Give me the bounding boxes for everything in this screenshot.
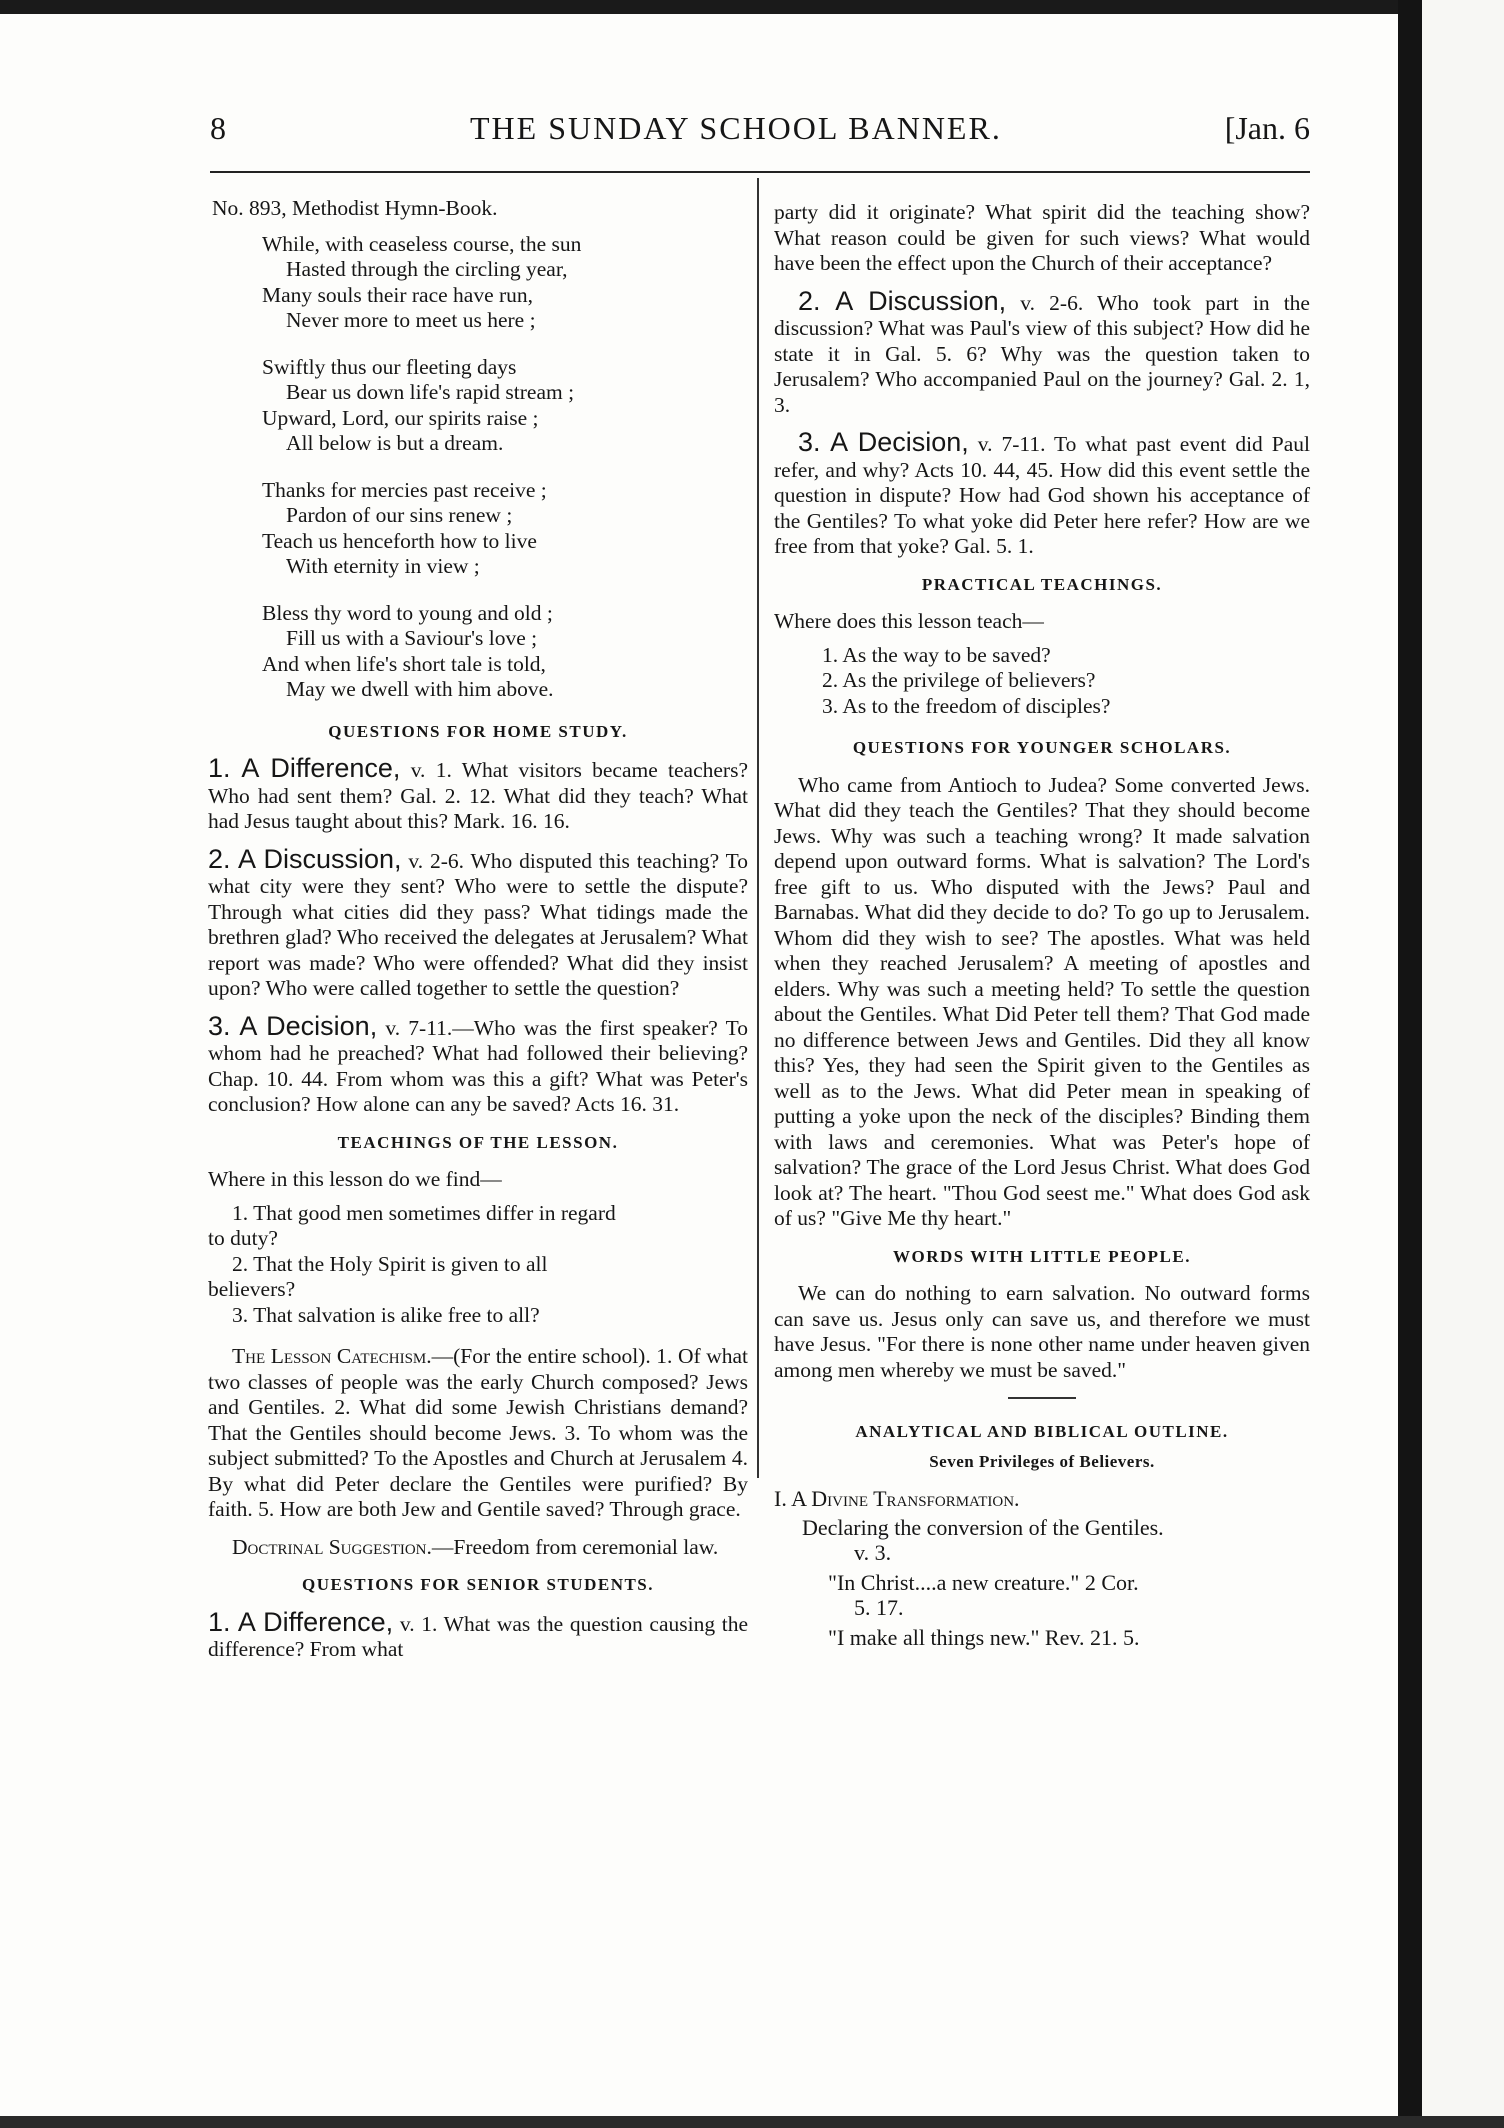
- home-study-q3: [208, 1010, 748, 1118]
- right-column: [774, 200, 1310, 1650]
- younger-scholars-text: Who came from Antioch to Judea? Some converted Jews. What did they teach the Gentiles? That they should become Jews. Why was such a teaching wrong? It made salvation depend upon outward forms. What is salvation? The Lord's free gift to us. Who disputed with the Jews? Paul and Barnabas. What did they decide to do? To go up to Jerusalem. Whom did they wish to see? The apostles. What was held when they reached Jerusalem? A meeting of apostles and elders. Why was such a meeting held? To settle the question about the Gentiles. What Did Peter tell them? That God made no difference between Jews and Gentiles. Did they all know this? Yes, they had seen the Spirit given to the Gentiles as well as to the Jews. What did Peter mean in speaking of putting a yoke upon the neck of the disciples? Binding them with laws and ceremonies. What was Peter's hope of salvation? The grace of the Lord Jesus Christ. What does God look at? The heart. "Thou God seest me." What does God ask of us? "Give Me thy heart.": [774, 772, 1310, 1230]
- page-header: [210, 110, 1310, 154]
- question-title: 1. A Difference,: [208, 1606, 394, 1637]
- hymn-line: Pardon of our sins renew ;: [286, 503, 513, 527]
- hymn-reference: No. 893, Methodist Hymn-Book.: [212, 196, 498, 220]
- list-item: 3. As to the freedom of disciples?: [822, 693, 1111, 718]
- column-rule: [757, 178, 759, 1478]
- outline-line: Declaring the conversion of the Gentiles.: [802, 1514, 1164, 1540]
- question-text: v. 2-6. Who disputed this teaching? To what city were they sent? Who were to settle the dispute? Through what cities did they pass? What tidings made the brethren glad? Who received the delegates at Jerusalem? What report was made? Who were offended? What did they insist upon? Who were called together to settle the question?: [208, 848, 748, 1000]
- question-title: 3. A Decision,: [208, 1010, 378, 1041]
- list-item-continued: to duty?: [208, 1226, 278, 1250]
- outline-quote: "In Christ....a new creature." 2 Cor.: [828, 1569, 1139, 1595]
- question-text: v. 7-11. To what past event did Paul refer, and why? Acts 10. 44, 45. How did this event settle the question in dispute? How had God shown his acceptance of the Gentiles? To what yoke did Peter here refer? How are we free from that yoke? Gal. 5. 1.: [774, 432, 1310, 558]
- running-date: [Jan. 6: [1224, 110, 1310, 146]
- outline-item: I. A Divine Transformation.: [774, 1486, 1020, 1511]
- hymn-stanza: [262, 355, 748, 457]
- question-title: 2. A Discussion,: [208, 843, 402, 874]
- senior-q1-continued: party did it originate? What spirit did the teaching show? What reason could be given for such views? What would have been the effect upon the Church of their acceptance?: [774, 200, 1310, 275]
- hymn-line: Thanks for mercies past receive ;: [262, 477, 547, 502]
- senior-q1: [208, 1606, 749, 1663]
- list-item: 2. That the Holy Spirit is given to all: [232, 1251, 548, 1276]
- outline-quote-continued: 5. 17.: [854, 1595, 904, 1620]
- catechism-text: —(For the entire school). 1. Of what two classes of people was the early Church composed? Jews and Gentiles. 2. What did some Jewish Christians demand? That the Gentiles should become Jews. 3. To whom was the subject submitted? To the Apostles and Church at Jerusalem 4. By what did Peter declare the Gentiles were purified? By faith. 5. How are both Jew and Gentile saved? Through grace.: [208, 1344, 748, 1521]
- practical-intro: Where does this lesson teach—: [774, 609, 1044, 633]
- hymn-line: Teach us henceforth how to live: [262, 528, 537, 553]
- question-text: v. 1. What was the question causing the difference? From what: [208, 1611, 749, 1661]
- list-item: 3. That salvation is alike free to all?: [232, 1302, 540, 1327]
- list-item: 1. That good men sometimes differ in regard: [232, 1200, 616, 1225]
- doctrinal-text: —Freedom from ceremonial law.: [431, 1534, 719, 1559]
- hymn-stanza: [262, 601, 748, 703]
- scan-bottom-edge: [0, 2116, 1504, 2128]
- hymn-line: Bear us down life's rapid stream ;: [286, 380, 575, 404]
- scan-right-edge: [1398, 0, 1422, 2128]
- section-divider: [1008, 1397, 1076, 1399]
- catechism-title: The Lesson Catechism.: [232, 1344, 432, 1368]
- doctrinal-suggestion: [208, 1535, 748, 1561]
- hymn-stanza: [262, 232, 748, 334]
- outline-line: v. 3.: [854, 1540, 892, 1565]
- question-title: 3. A Decision,: [798, 427, 969, 457]
- home-study-q1: [208, 753, 748, 835]
- question-text: v. 2-6. Who took part in the discussion? What was Paul's view of this subject? How did he state it in Gal. 5. 6? Why was the question taken to Jerusalem? Who accompanied Paul on the journey? Gal. 2. 1, 3.: [774, 290, 1310, 417]
- senior-q2: [774, 285, 1310, 419]
- senior-q3: [774, 427, 1310, 560]
- doctrinal-title: Doctrinal Suggestion.: [232, 1534, 432, 1559]
- question-text: v. 1. What visitors became teachers? Who had sent them? Gal. 2. 12. What did they teach? What had Jesus taught about this? Mark. 16. 16.: [208, 758, 748, 833]
- hymn-line: And when life's short tale is told,: [262, 651, 546, 676]
- section-heading-home-study: QUESTIONS FOR HOME STUDY.: [328, 721, 628, 741]
- header-rule: [210, 171, 1310, 173]
- section-heading-outline: ANALYTICAL AND BIBLICAL OUTLINE.: [855, 1422, 1229, 1441]
- little-people-text: We can do nothing to earn salvation. No outward forms can save us. Jesus only can save us, and therefore we must have Jesus. "For there is none other name under heaven given among men whereby we must be saved.": [774, 1281, 1310, 1382]
- hymn-line: Upward, Lord, our spirits raise ;: [262, 405, 539, 430]
- section-heading-senior: QUESTIONS FOR SENIOR STUDENTS.: [301, 1575, 655, 1594]
- home-study-q2: [208, 843, 748, 1002]
- hymn-line: Bless thy word to young and old ;: [262, 600, 553, 625]
- question-text: v. 7-11.—Who was the first speaker? To whom had he preached? What had followed their believing? Chap. 10. 44. From whom was this a gift? What was Peter's conclusion? How alone can any be saved? Acts 16. 31.: [208, 1015, 748, 1116]
- question-title: 1. A Difference,: [208, 753, 401, 783]
- list-item: 1. As the way to be saved?: [822, 642, 1051, 667]
- scan-right-strip: [1422, 0, 1504, 2128]
- hymn-line: May we dwell with him above.: [286, 677, 554, 701]
- section-heading-practical: PRACTICAL TEACHINGS.: [921, 574, 1163, 594]
- outline-quote: "I make all things new." Rev. 21. 5.: [828, 1624, 1140, 1650]
- hymn-stanza: [262, 478, 748, 580]
- running-title: THE SUNDAY SCHOOL BANNER.: [470, 110, 1002, 146]
- hymn-line: Hasted through the circling year,: [286, 257, 568, 281]
- hymn-line: All below is but a dream.: [286, 431, 504, 455]
- hymn-line: Many souls their race have run,: [262, 282, 534, 307]
- teachings-intro: Where in this lesson do we find—: [208, 1167, 502, 1191]
- hymn-line: With eternity in view ;: [286, 554, 480, 578]
- section-heading-younger: QUESTIONS FOR YOUNGER SCHOLARS.: [852, 738, 1232, 757]
- hymn-line: While, with ceaseless course, the sun: [262, 231, 582, 256]
- teachings-list: [208, 1201, 748, 1329]
- scan-top-edge: [0, 0, 1504, 14]
- hymn-line: Fill us with a Saviour's love ;: [286, 626, 538, 650]
- section-heading-little-people: WORDS WITH LITTLE PEOPLE.: [893, 1246, 1191, 1266]
- section-heading-teachings: TEACHINGS OF THE LESSON.: [337, 1132, 619, 1152]
- page-number: 8: [210, 110, 226, 146]
- hymn-line: Never more to meet us here ;: [286, 308, 536, 332]
- list-item: 2. As the privilege of believers?: [822, 668, 1096, 692]
- lesson-catechism: [208, 1344, 748, 1523]
- outline-subheading: Seven Privileges of Believers.: [929, 1451, 1155, 1471]
- hymn-line: Swiftly thus our fleeting days: [262, 354, 517, 379]
- list-item-continued: believers?: [208, 1277, 296, 1301]
- question-title: 2. A Discussion,: [798, 285, 1007, 316]
- outline-list: [774, 1486, 1310, 1650]
- left-column: [208, 196, 748, 1663]
- practical-list: [822, 643, 1310, 720]
